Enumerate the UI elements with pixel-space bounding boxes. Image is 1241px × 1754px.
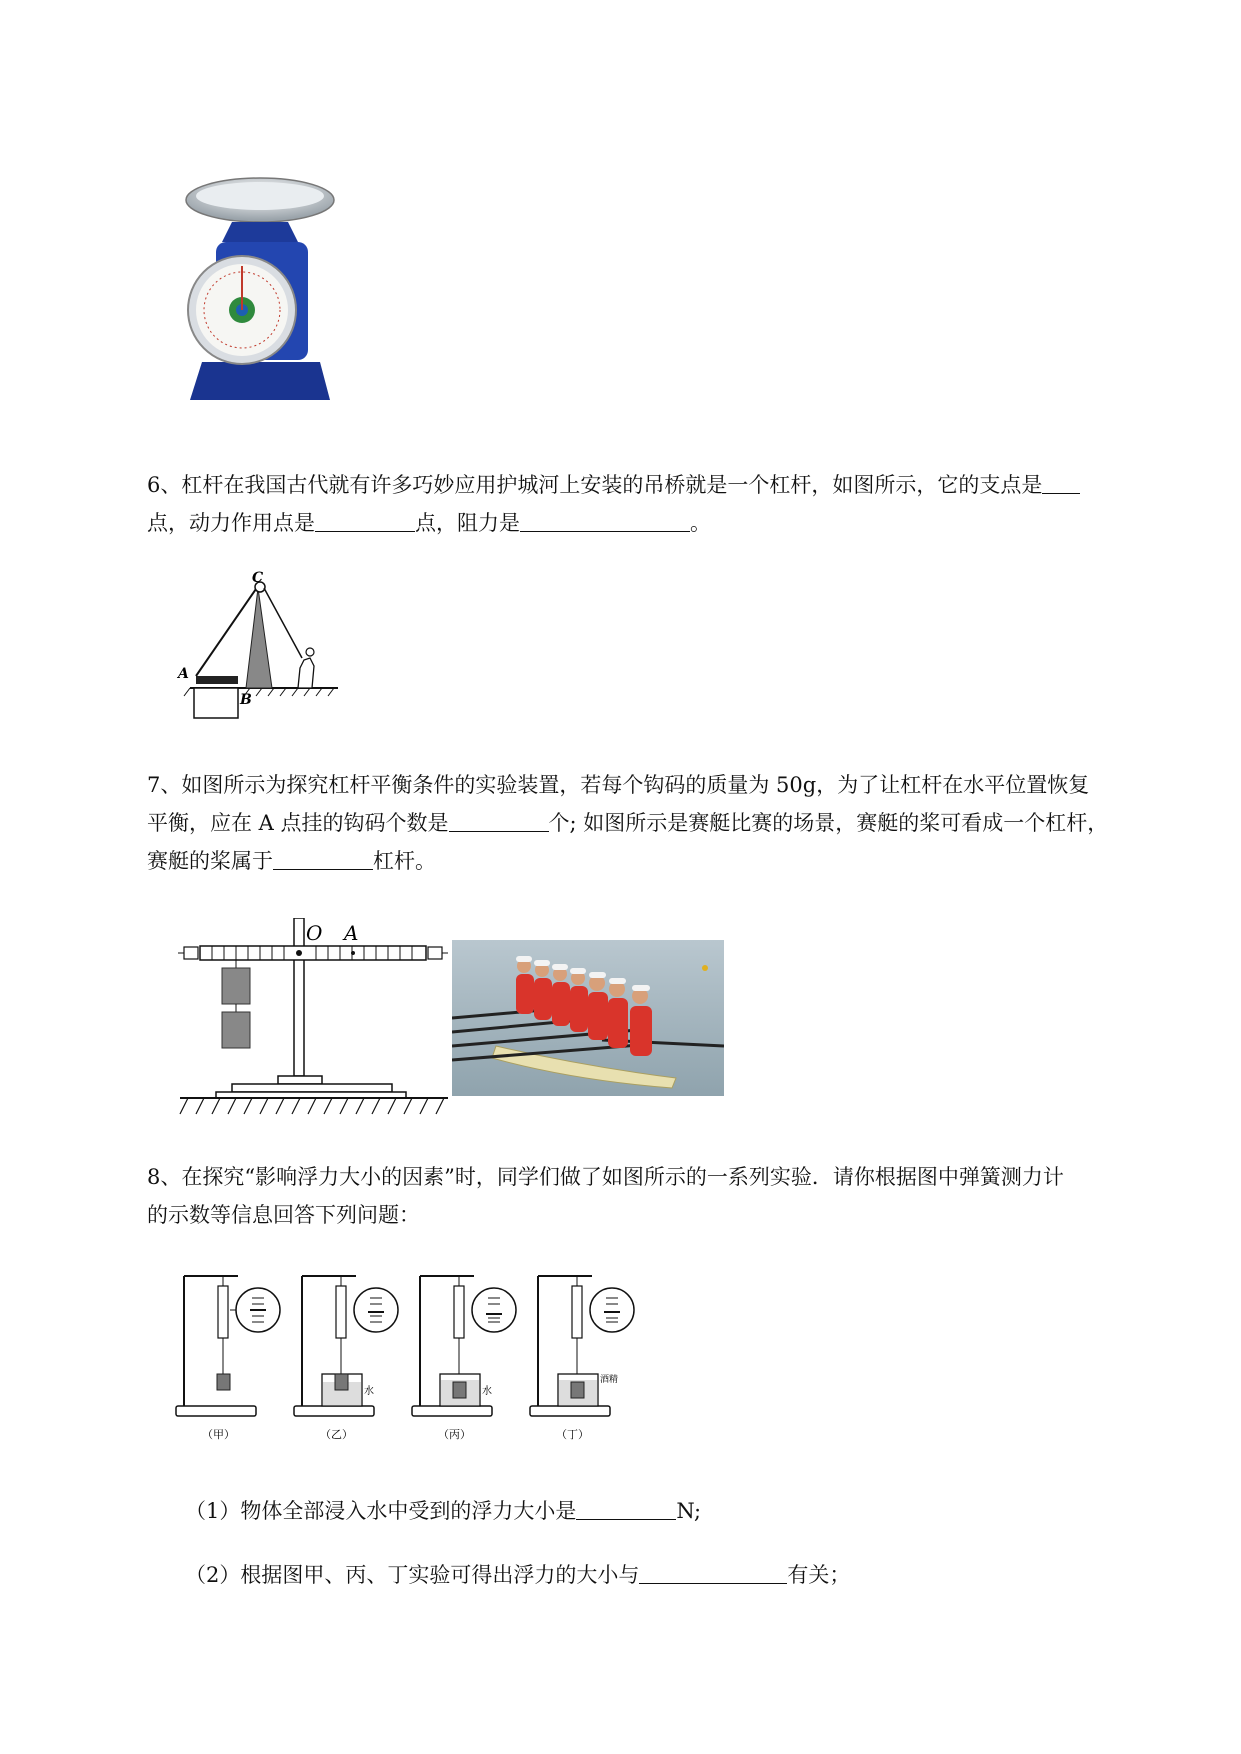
q6-blank-resistance[interactable]: [520, 509, 690, 532]
liquid-label-yi: 水: [364, 1386, 374, 1397]
q6-blank-effort-point[interactable]: [315, 509, 415, 532]
liquid-label-ding: 酒精: [600, 1375, 619, 1385]
stand-yi: [294, 1276, 398, 1441]
liquid-label-bing: 水: [482, 1386, 492, 1397]
buoyancy-experiment-figure: [174, 1270, 664, 1442]
q7-line-3: 赛艇的桨属于 杠杆。: [147, 849, 436, 873]
stand-jia: [176, 1276, 280, 1441]
stand-bing: [412, 1276, 516, 1441]
stand-ding: [530, 1276, 634, 1441]
q6-line-1: 6、杠杆在我国古代就有许多巧妙应用护城河上安装的吊桥就是一个杠杆，如图所示，它的支点是: [147, 466, 1157, 504]
drawbridge-figure: [170, 570, 350, 720]
question-7: [147, 766, 1157, 880]
question-8: [147, 1158, 1157, 1234]
q8-line-1: 8、在探究“影响浮力大小的因素”时，同学们做了如图所示的一系列实验．请你根据图中弹簧测力计: [147, 1165, 1064, 1189]
rowing-photo: [452, 940, 724, 1096]
q7-line-1: 7、如图所示为探究杠杆平衡条件的实验装置，若每个钩码的质量为 50g，为了让杠杆在水平位置恢复: [147, 773, 1090, 797]
q7-blank-lever-type[interactable]: [273, 847, 373, 870]
lever-label-o: O: [306, 921, 323, 945]
kitchen-scale-figure: [180, 170, 340, 410]
caption-bing: （丙）: [438, 1428, 471, 1441]
q8-sub-1: （1）物体全部浸入水中受到的浮力大小是 N;: [185, 1499, 702, 1523]
q7-blank-hook-count[interactable]: [449, 809, 549, 832]
drawbridge-label-b: B: [240, 692, 252, 708]
q6-blank-fulcrum[interactable]: [1042, 471, 1080, 494]
q8-blank-factor[interactable]: [639, 1561, 787, 1584]
drawbridge-label-a: A: [178, 666, 189, 682]
q8-line-2: 的示数等信息回答下列问题：: [147, 1203, 420, 1227]
q6-line-2: 点，动力作用点是 点，阻力是 。: [147, 511, 711, 535]
q8-sub-2: （2）根据图甲、丙、丁实验可得出浮力的大小与 有关；: [185, 1563, 851, 1587]
lever-apparatus-figure: [176, 918, 452, 1118]
caption-ding: （丁）: [556, 1428, 589, 1441]
question-6: [147, 466, 1157, 542]
caption-jia: （甲）: [202, 1428, 235, 1441]
lever-label-a: A: [344, 921, 359, 945]
caption-yi: （乙）: [320, 1428, 353, 1441]
drawbridge-label-c: C: [252, 570, 264, 586]
q7-line-2: 平衡，应在 A 点挂的钩码个数是 个; 如图所示是赛艇比赛的场景，赛艇的桨可看成一个杠杆，: [147, 811, 1109, 835]
q8-blank-buoyancy[interactable]: [576, 1497, 676, 1520]
